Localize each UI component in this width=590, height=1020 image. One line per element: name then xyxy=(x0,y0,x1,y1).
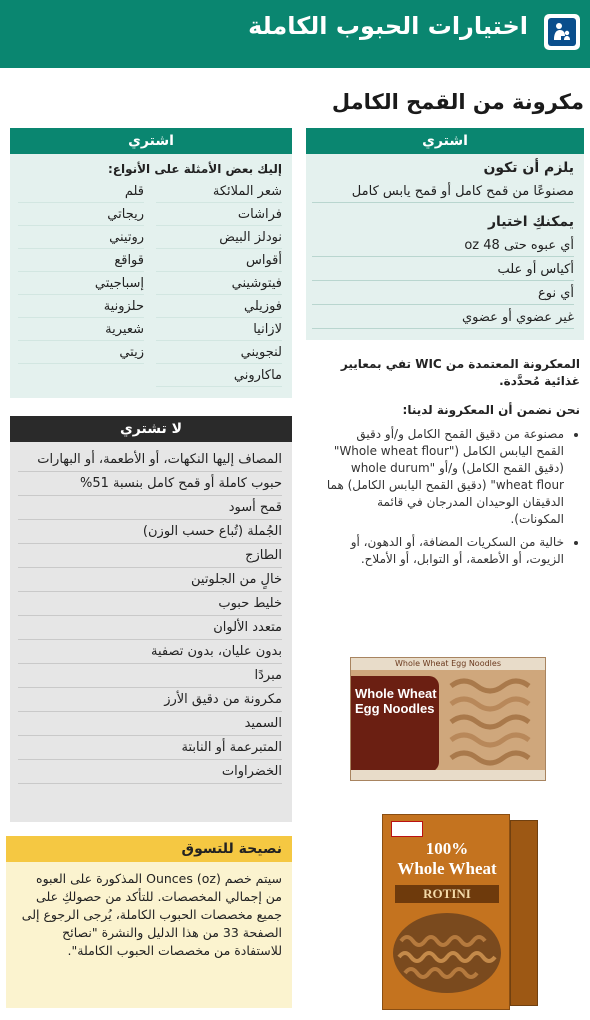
dont-buy-panel xyxy=(10,442,292,822)
example-item: شعر الملائكة xyxy=(156,180,282,203)
example-item: أقواس xyxy=(156,249,282,272)
must-be-title: يلزم أن تكون xyxy=(483,160,574,176)
example-item: لنجويني xyxy=(156,341,282,364)
requirements-panel xyxy=(306,154,584,340)
example-item: زيتي xyxy=(18,341,144,364)
dont-buy-item: بدون عليان، بدون تصفية xyxy=(18,640,282,664)
can-choose-title: يمكنكِ اختيار xyxy=(487,214,574,230)
box-side xyxy=(510,820,538,1006)
box-ribbon: ROTINI xyxy=(395,885,499,903)
shopping-tip-header: نصيحة للتسوق xyxy=(6,836,292,862)
can-choose-item: أي نوع xyxy=(312,286,574,305)
package-bottom-strip xyxy=(351,770,545,780)
dont-buy-item: مبردًا xyxy=(18,664,282,688)
dont-buy-item: متعدد الألوان xyxy=(18,616,282,640)
dont-buy-item: قمح أسود xyxy=(18,496,282,520)
can-choose-item: غير عضوي أو عضوي xyxy=(312,310,574,329)
example-item: قواقع xyxy=(18,249,144,272)
brand-logo xyxy=(391,821,423,837)
examples-panel xyxy=(10,154,292,398)
examples-title: إليك بعض الأمثلة على الأنواع: xyxy=(107,162,282,176)
header-bar xyxy=(0,0,590,68)
package-top-strip: Whole Wheat Egg Noodles xyxy=(351,658,545,670)
example-item: لازانيا xyxy=(156,318,282,341)
example-item: فيتوشيني xyxy=(156,272,282,295)
dont-buy-item: الطازج xyxy=(18,544,282,568)
header-title: اختيارات الحبوب الكاملة xyxy=(248,12,528,40)
example-item: قلم xyxy=(18,180,144,203)
can-choose-item: أي عبوه حتى 48 oz xyxy=(312,238,574,257)
dont-buy-item: المتبرعمة أو النابتة xyxy=(18,736,282,760)
rotini-box-image xyxy=(382,814,538,1010)
dont-buy-item: حبوب كاملة أو قمح كامل بنسبة 51% xyxy=(18,472,282,496)
example-item: ماكاروني xyxy=(156,364,282,387)
box-title-line: 100% xyxy=(425,839,469,858)
dont-buy-header: لا تشتري xyxy=(10,416,292,442)
shopping-tip-text: سيتم خصم (oz) Ounces المذكورة على العبوه من إجمالي المخصصات. للتأكد من حصولكِ على جميع مخصصات الحبوب الكاملة، يُرجى الرجوع إلى الصفحة 33 من هذا الدليل والنشرة "نصائح للاستفادة من مخصصات الحبوب الكاملة". xyxy=(21,871,282,958)
bullet-item: • مصنوعة من دقيق القمح الكامل و/أو دقيق القمح اليابس الكامل ("Whole wheat flour" (دقيق القمح الكامل) و/أو "whole durum wheat flour" (دقيق القمح اليابس الكامل) هما الدقيقان الوحيدان المدرجان في قائمة المكونات). xyxy=(325,426,564,528)
example-item: فوزيلي xyxy=(156,295,282,318)
ensure-title: نحن نضمن أن المعكرونة لدينا: xyxy=(402,403,580,417)
example-item: روتيني xyxy=(18,226,144,249)
dont-buy-item: الخضراوات xyxy=(18,760,282,784)
dont-buy-item: السميد xyxy=(18,712,282,736)
dont-buy-item: المصاف إليها النكهات، أو الأطعمة، أو البهارات xyxy=(18,448,282,472)
ensure-bullets xyxy=(325,426,580,574)
dont-buy-list xyxy=(18,448,282,784)
box-title-line: Whole Wheat xyxy=(397,859,497,878)
box-front xyxy=(382,814,510,1010)
dont-buy-item: خالٍ من الجلوتين xyxy=(18,568,282,592)
buy-header-left: اشتري xyxy=(10,128,292,154)
must-be-item: مصنوعًا من قمح كامل أو قمح يابس كامل xyxy=(312,184,574,203)
page-title: مكرونة من القمح الكامل xyxy=(331,90,584,114)
bullet-item: • خالية من السكريات المضافة، أو الدهون، أو الزيوت، أو الأطعمة، أو التوابل، أو الأملاح. xyxy=(325,534,564,568)
example-item: فراشات xyxy=(156,203,282,226)
example-item: حلزونية xyxy=(18,295,144,318)
example-item: شعيرية xyxy=(18,318,144,341)
package-label xyxy=(351,676,439,772)
egg-noodles-package-image xyxy=(350,657,546,781)
wic-note: المعكرونة المعتمدة من WIC تفي بمعايير غذائية مُحدَّدة. xyxy=(340,357,580,388)
can-choose-item: أكياس أو علب xyxy=(312,262,574,281)
package-label-text: Whole Wheat Egg Noodles xyxy=(355,686,437,716)
dont-buy-item: الجُملة (تُباع حسب الوزن) xyxy=(18,520,282,544)
example-item: إسباجيتي xyxy=(18,272,144,295)
mother-child-icon xyxy=(544,14,580,50)
rotini-texture xyxy=(391,911,503,995)
example-item: نودلز البيض xyxy=(156,226,282,249)
shopping-tip-panel xyxy=(6,862,292,1008)
box-title xyxy=(383,839,511,879)
noodles-texture xyxy=(449,676,539,772)
dont-buy-item: خليط حبوب xyxy=(18,592,282,616)
examples-grid xyxy=(18,180,282,387)
example-item: ريجاتي xyxy=(18,203,144,226)
dont-buy-item: مكرونة من دقيق الأرز xyxy=(18,688,282,712)
buy-header-right: اشتري xyxy=(306,128,584,154)
